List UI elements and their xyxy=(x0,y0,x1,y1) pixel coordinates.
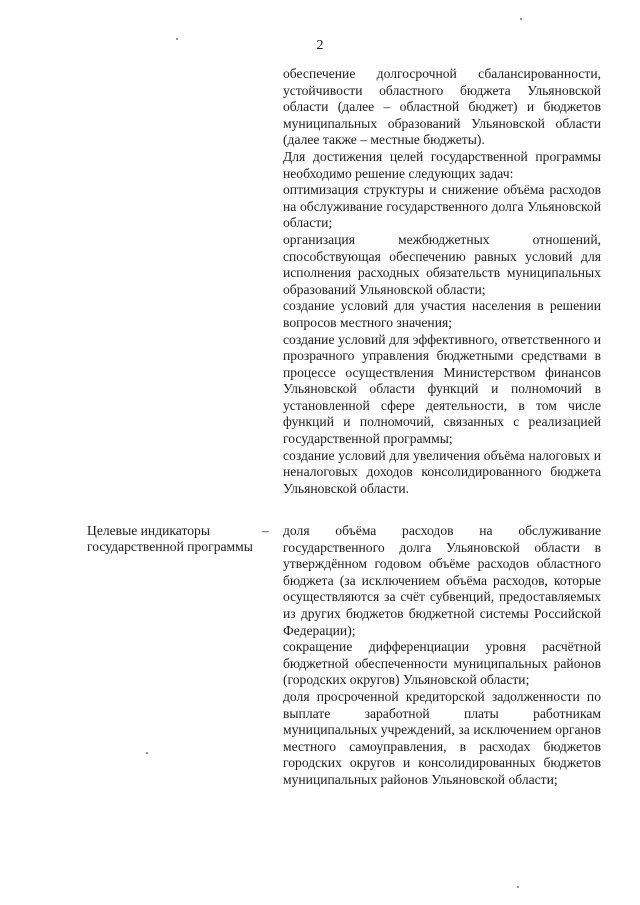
goals-and-tasks-block xyxy=(283,66,601,497)
task-item: организация межбюджетных отношений, способствующая обеспечению равных условий для исполнения расходных обязательств муниципальных образований Ульяновской области; xyxy=(283,231,601,297)
task-item: создание условий для участия населения в решении вопросов местного значения; xyxy=(283,298,601,330)
task-item: оптимизация структуры и снижение объёма расходов на обслуживание государственного долга Ульяновской области; xyxy=(283,182,601,231)
scan-speck xyxy=(146,752,148,754)
indicator-item: сокращение дифференциации уровня расчётной бюджетной обеспеченности муниципальных районов (городских округов) Ульяновской области; xyxy=(283,639,601,688)
section-dash: – xyxy=(262,523,269,538)
goal-paragraph: обеспечение долгосрочной сбалансированности, устойчивости областного бюджета Ульяновской области (далее – областной бюджет) и бюджетов муниципальных образований Ульяновской области (далее также – местные бюджеты). xyxy=(283,66,601,148)
indicator-item: доля объёма расходов на обслуживание государственного долга Ульяновской области в утверждённом годовом объёме расходов областного бюджета (за исключением объёма расходов, которые осуществляются за счёт субвенций, предоставляемых из других бюджетов бюджетной системы Российской Федерации); xyxy=(283,523,601,638)
scan-speck xyxy=(517,886,519,888)
section-label: Целевые индикаторы государственной программы xyxy=(87,523,253,554)
page-number: 2 xyxy=(316,38,324,53)
task-item: создание условий для увеличения объёма налоговых и неналоговых доходов консолидированного бюджета Ульяновской области. xyxy=(283,447,601,496)
tasks-intro-paragraph: Для достижения целей государственной программы необходимо решение следующих задач: xyxy=(283,148,601,181)
section-body xyxy=(283,523,601,789)
task-item: создание условий для эффективного, ответственного и прозрачного управления бюджетными средствами в процессе осуществления Министерством финансов Ульяновской области функций и полномочий в установленной сфере деятельности, в том числе функций и полномочий, связанных с реализацией государственной программы; xyxy=(283,331,601,447)
scan-speck xyxy=(520,18,522,20)
scan-speck xyxy=(176,38,178,40)
indicator-item: доля просроченной кредиторской задолженности по выплате заработной платы работникам муниципальных учреждений, за исключением органов местного самоуправления, в расходах бюджетов городских округов и консолидированных бюджетов муниципальных районов Ульяновской области; xyxy=(283,688,601,787)
